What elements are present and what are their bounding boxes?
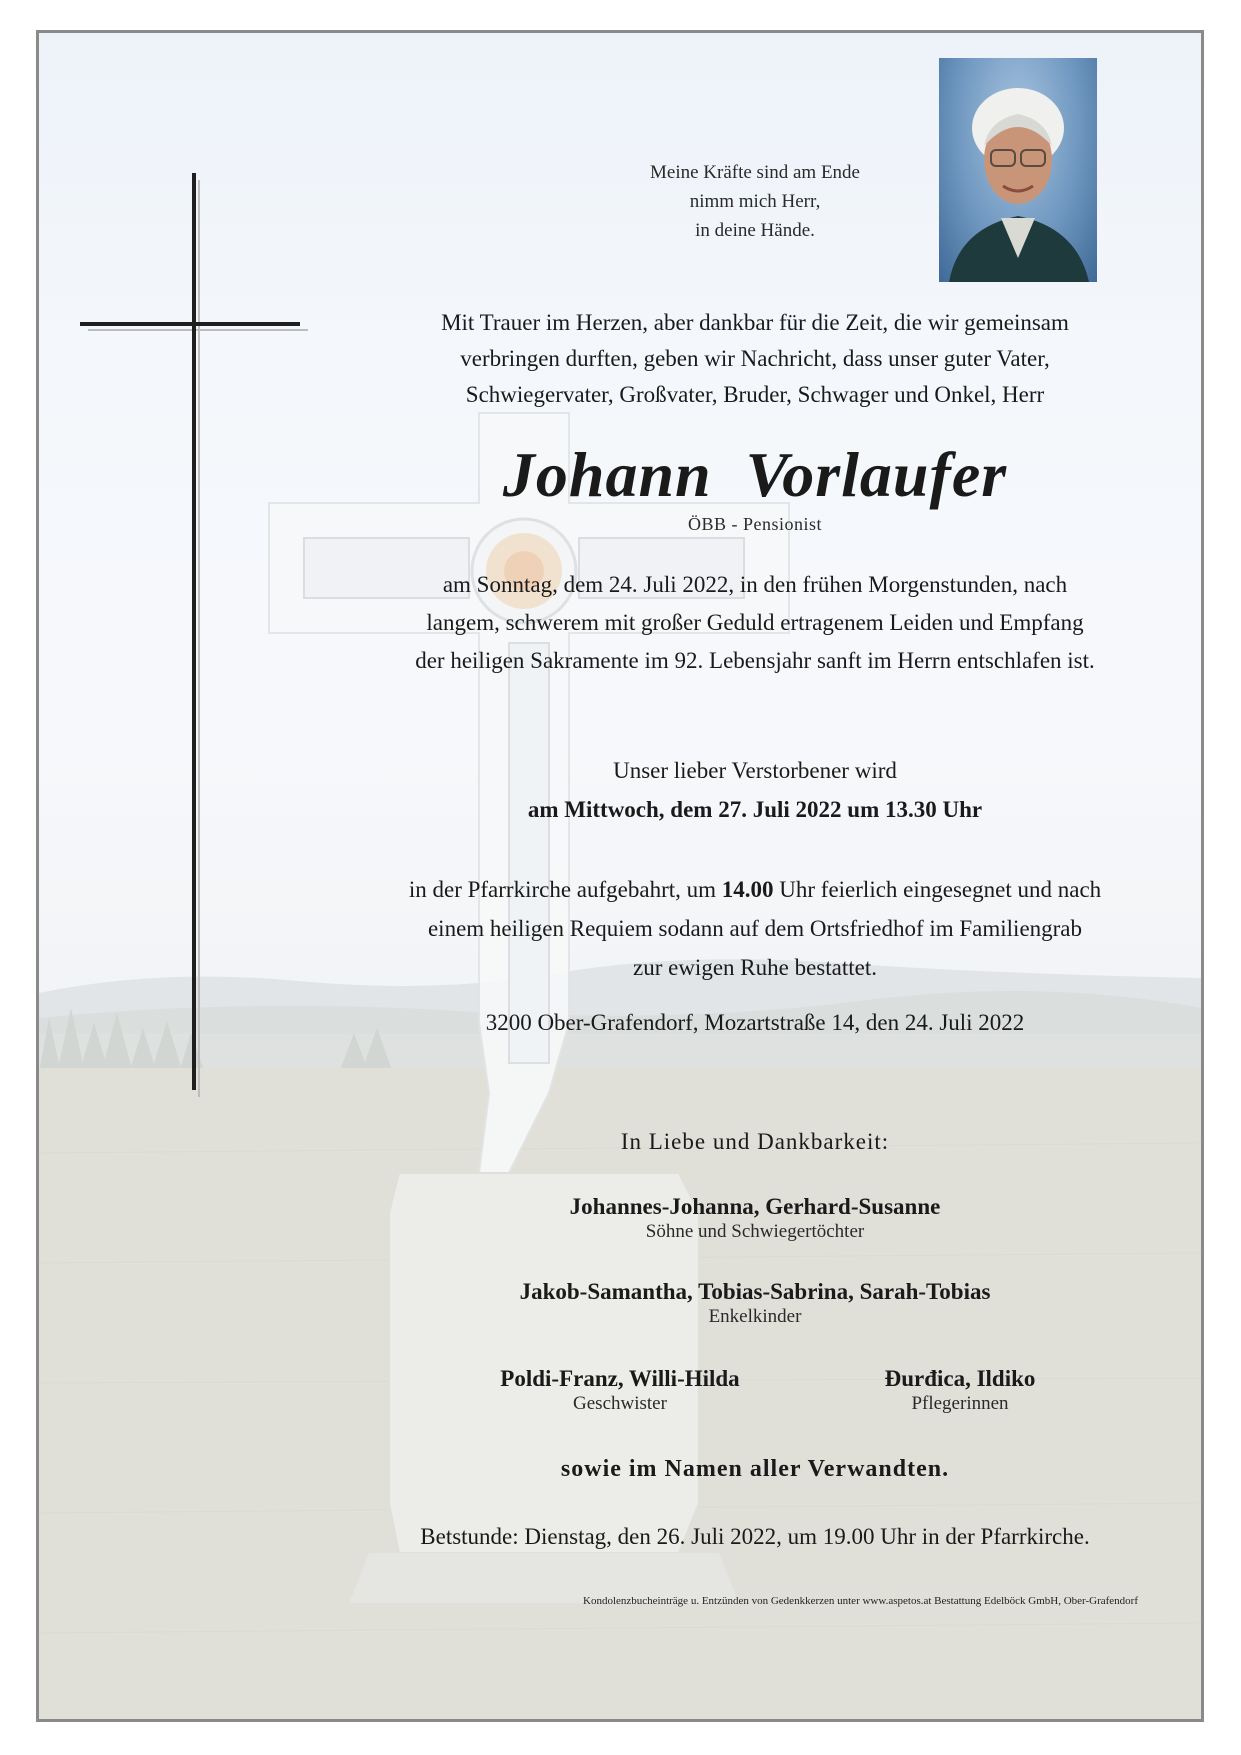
- burial-line: einem heiligen Requiem sodann auf dem Ortsfriedhof im Familiengrab: [427, 916, 1083, 941]
- intro-line: verbringen durften, geben wir Nachricht, dass unser guter Vater,: [460, 346, 1050, 371]
- family-names: Jakob-Samantha, Tobias-Sabrina, Sarah-Tobias: [519, 1279, 991, 1304]
- family-role: Geschwister: [573, 1393, 667, 1414]
- love-line: In Liebe und Dankbarkeit:: [620, 1129, 890, 1154]
- motto: [360, 158, 1150, 245]
- viewing-intro: Unser lieber Verstorbener wird: [613, 758, 897, 783]
- burial-line: [360, 870, 1150, 909]
- family-group: [360, 1278, 1150, 1328]
- burial-line: zur ewigen Ruhe bestattet.: [633, 955, 877, 980]
- prayer-hour: Betstunde: Dienstag, den 26. Juli 2022, um 19.00 Uhr in der Pfarrkirche.: [420, 1524, 1090, 1549]
- family-names: Đurđica, Ildiko: [884, 1366, 1036, 1391]
- intro-paragraph: [360, 305, 1150, 413]
- cross-shadow-vertical: [198, 180, 200, 1097]
- burial-text: in der Pfarrkirche aufgebahrt, um: [408, 877, 722, 902]
- death-line: am Sonntag, dem 24. Juli 2022, in den frühen Morgenstunden, nach: [442, 572, 1068, 597]
- burial-text: Uhr feierlich eingesegnet und nach: [773, 877, 1102, 902]
- death-line: der heiligen Sakramente im 92. Lebensjahr sanft im Herrn entschlafen ist.: [415, 648, 1095, 673]
- footer-text: Kondolenzbucheinträge u. Entzünden von Gedenkkerzen unter www.aspetos.at Bestattung Edelböck GmbH, Ober-Grafendorf: [583, 1595, 1138, 1607]
- all-relatives: sowie im Namen aller Verwandten.: [560, 1456, 950, 1482]
- death-paragraph: [360, 566, 1150, 680]
- cross-shadow-horizontal: [88, 329, 308, 331]
- family-group: [455, 1365, 785, 1415]
- occupation: ÖBB - Pensionist: [687, 514, 823, 534]
- motto-line: nimm mich Herr,: [689, 191, 821, 212]
- burial-time: 14.00: [721, 877, 774, 902]
- death-line: langem, schwerem mit großer Geduld ertragenem Leiden und Empfang: [426, 610, 1084, 635]
- family-group: [360, 1193, 1150, 1243]
- motto-line: Meine Kräfte sind am Ende: [650, 162, 860, 183]
- family-names: Johannes-Johanna, Gerhard-Susanne: [569, 1194, 941, 1219]
- cross-icon-vertical: [192, 173, 196, 1090]
- intro-line: Schwiegervater, Großvater, Bruder, Schwager und Onkel, Herr: [465, 382, 1045, 407]
- burial-paragraph: [360, 870, 1150, 987]
- family-role: Söhne und Schwiegertöchter: [645, 1221, 865, 1242]
- family-role: Pflegerinnen: [911, 1393, 1009, 1414]
- footer: [36, 1594, 1202, 1608]
- place-date: 3200 Ober-Grafendorf, Mozartstraße 14, den 24. Juli 2022: [485, 1010, 1025, 1035]
- cross-icon-horizontal: [80, 322, 300, 326]
- intro-line: Mit Trauer im Herzen, aber dankbar für die Zeit, die wir gemeinsam: [441, 310, 1069, 335]
- viewing-date: am Mittwoch, dem 27. Juli 2022 um 13.30 Uhr: [527, 797, 983, 822]
- family-group: [820, 1365, 1100, 1415]
- motto-line: in deine Hände.: [695, 220, 815, 241]
- deceased-name: Johann Vorlaufer: [502, 439, 1008, 510]
- family-names: Poldi-Franz, Willi-Hilda: [500, 1366, 740, 1391]
- family-role: Enkelkinder: [708, 1306, 802, 1327]
